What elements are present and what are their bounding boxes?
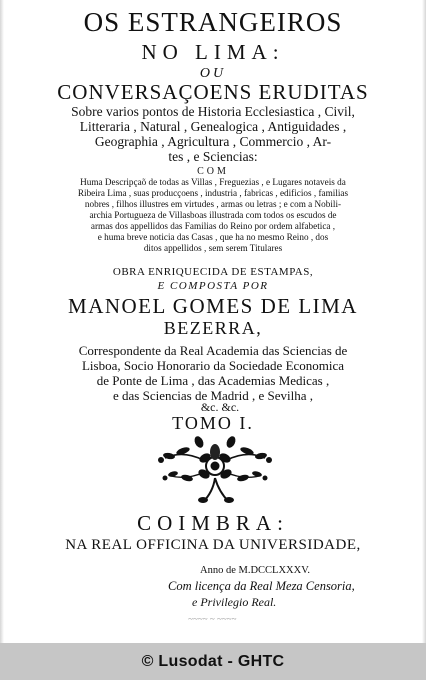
affiliation-line: Lisboa, Socio Honorario da Sociedade Economica [81, 358, 345, 373]
affiliation-line: e das Sciencias de Madrid , e Sevilha , [113, 388, 313, 403]
volume-label: TOMO I. [172, 413, 254, 433]
description-line: Huma Descripçaõ de todas as Villas , Freguezias , e Lugares notaveis da [80, 177, 346, 187]
description-line: e huma breve noticia das Casas , que ha no mesmo Reino , dos [97, 232, 329, 242]
description-line: Ribeira Lima , suas producçoens , industria , fabricas , edificios , familias [77, 188, 349, 198]
scan-edge-right [422, 0, 426, 643]
obra-line: OBRA ENRIQUECIDA DE ESTAMPAS, [112, 266, 314, 278]
book-main-title: OS ESTRANGEIROS [83, 7, 343, 37]
title-line-no-lima: NO LIMA: [141, 40, 285, 64]
subtitle-line: tes , e Sciencias: [168, 149, 258, 164]
etc-line: &c. &c. [200, 401, 240, 414]
imprint-year: Anno de M.DCCLXXXV. [200, 565, 311, 576]
copyright-footer [0, 643, 426, 680]
subtitle-line: Sobre varios pontos de Historia Ecclesiastica , Civil, [71, 104, 355, 119]
author-name-line2: BEZERRA, [163, 318, 263, 338]
scan-edge-left [0, 0, 4, 643]
affiliation-line: Correspondente da Real Academia das Sciencias de [78, 343, 348, 358]
title-line-conversacoens: CONVERSAÇOENS ERUDITAS [57, 80, 369, 104]
description-line: archia Portugueza de Villasboas illustrada com todos os escudos de [89, 210, 337, 220]
imprint-city: COIMBRA: [137, 511, 289, 535]
faint-handwritten-mark: ~~~~ ~ ~~~~ [188, 614, 237, 624]
floral-vignette-icon [143, 430, 288, 508]
composta-line: E COMPOSTA POR [157, 280, 269, 292]
imprint-press: NA REAL OFFICINA DA UNIVERSIDADE, [65, 537, 361, 553]
affiliation-line: de Ponte de Lima , das Academias Medicas , [96, 373, 330, 388]
author-name-line1: MANOEL GOMES DE LIMA [68, 294, 358, 318]
subtitle-line: Litteraria , Natural , Genealogica , Antiguidades , [79, 119, 347, 134]
com-label: COM [197, 166, 229, 177]
privilege-line: e Privilegio Real. [192, 595, 277, 609]
description-line: nobres , filhos illustres em virtudes , armas ou letras ; e com a Nobili- [84, 199, 342, 209]
copyright-text: © Lusodat - GHTC [141, 652, 285, 670]
description-line: ditos appellidos , sem serem Titulares [143, 243, 283, 253]
licence-line: Com licença da Real Meza Censoria, [168, 579, 355, 593]
description-line: armas dos appellidos das Familias do Reino por ordem alfabetica , [90, 221, 336, 231]
title-line-ou: OU [199, 66, 227, 81]
subtitle-line: Geographia , Agricultura , Commercio , Ar- [94, 134, 332, 149]
